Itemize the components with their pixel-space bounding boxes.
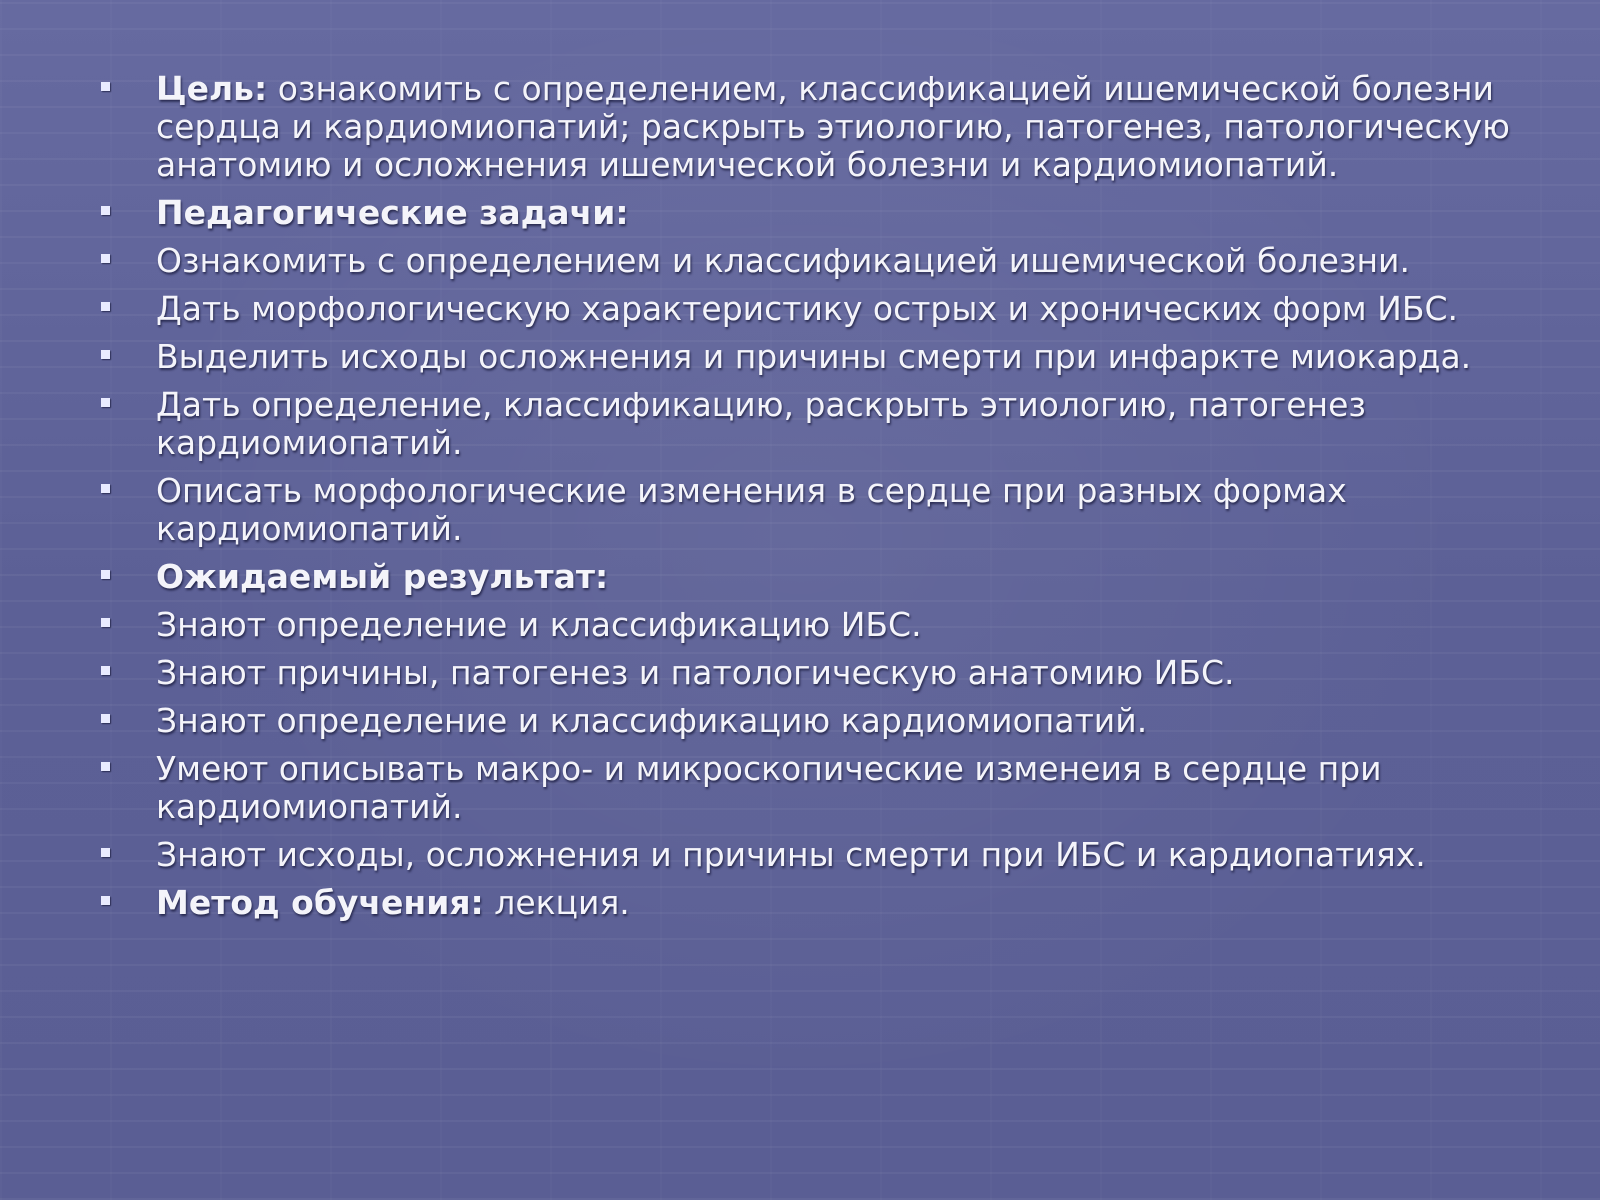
square-bullet-icon (101, 82, 110, 91)
square-bullet-icon (101, 398, 110, 407)
bullet-item-goal (96, 70, 1536, 184)
tasks-heading: Педагогические задачи: (156, 193, 629, 232)
method-text: лекция. (483, 883, 630, 922)
goal-label: Цель: (156, 69, 268, 108)
task-3-text: Выделить исходы осложнения и причины смерти при инфаркте миокарда. (156, 337, 1472, 376)
bullet-item-result-4 (96, 750, 1536, 826)
result-5-text: Знают исходы, осложнения и причины смерти при ИБС и кардиопатиях. (156, 835, 1426, 874)
task-5-text: Описать морфологические изменения в сердце при разных формах кардиомиопатий. (156, 471, 1347, 548)
bullet-item-result-5 (96, 836, 1536, 874)
bullet-item-result-3 (96, 702, 1536, 740)
bullet-item-task-3 (96, 338, 1536, 376)
square-bullet-icon (101, 618, 110, 627)
square-bullet-icon (101, 714, 110, 723)
task-1-text: Ознакомить с определением и классификацией ишемической болезни. (156, 241, 1410, 280)
square-bullet-icon (101, 666, 110, 675)
square-bullet-icon (101, 848, 110, 857)
bullet-item-results-heading (96, 558, 1536, 596)
square-bullet-icon (101, 484, 110, 493)
bullet-item-tasks-heading (96, 194, 1536, 232)
square-bullet-icon (101, 762, 110, 771)
goal-text: ознакомить с определением, классификацией ишемической болезни сердца и кардиомиопатий; раскрыть этиологию, патогенез, патологическую анатомию и осложнения ишемической болезни и кардиомиопатий. (156, 69, 1510, 184)
task-4-text: Дать определение, классификацию, раскрыть этиологию, патогенез кардиомиопатий. (156, 385, 1366, 462)
square-bullet-icon (101, 350, 110, 359)
square-bullet-icon (101, 302, 110, 311)
bullet-item-task-1 (96, 242, 1536, 280)
bullet-list (96, 70, 1536, 932)
task-2-text: Дать морфологическую характеристику острых и хронических форм ИБС. (156, 289, 1459, 328)
bullet-item-task-5 (96, 472, 1536, 548)
bullet-item-method (96, 884, 1536, 922)
method-label: Метод обучения: (156, 883, 484, 922)
bullet-item-task-4 (96, 386, 1536, 462)
square-bullet-icon (101, 570, 110, 579)
result-1-text: Знают определение и классификацию ИБС. (156, 605, 922, 644)
square-bullet-icon (101, 206, 110, 215)
result-2-text: Знают причины, патогенез и патологическую анатомию ИБС. (156, 653, 1235, 692)
bullet-item-result-1 (96, 606, 1536, 644)
results-heading: Ожидаемый результат: (156, 557, 609, 596)
bullet-item-result-2 (96, 654, 1536, 692)
result-3-text: Знают определение и классификацию кардиомиопатий. (156, 701, 1148, 740)
square-bullet-icon (101, 254, 110, 263)
square-bullet-icon (101, 896, 110, 905)
result-4-text: Умеют описывать макро- и микроскопические изменеия в сердце при кардиомиопатий. (156, 749, 1382, 826)
bullet-item-task-2 (96, 290, 1536, 328)
